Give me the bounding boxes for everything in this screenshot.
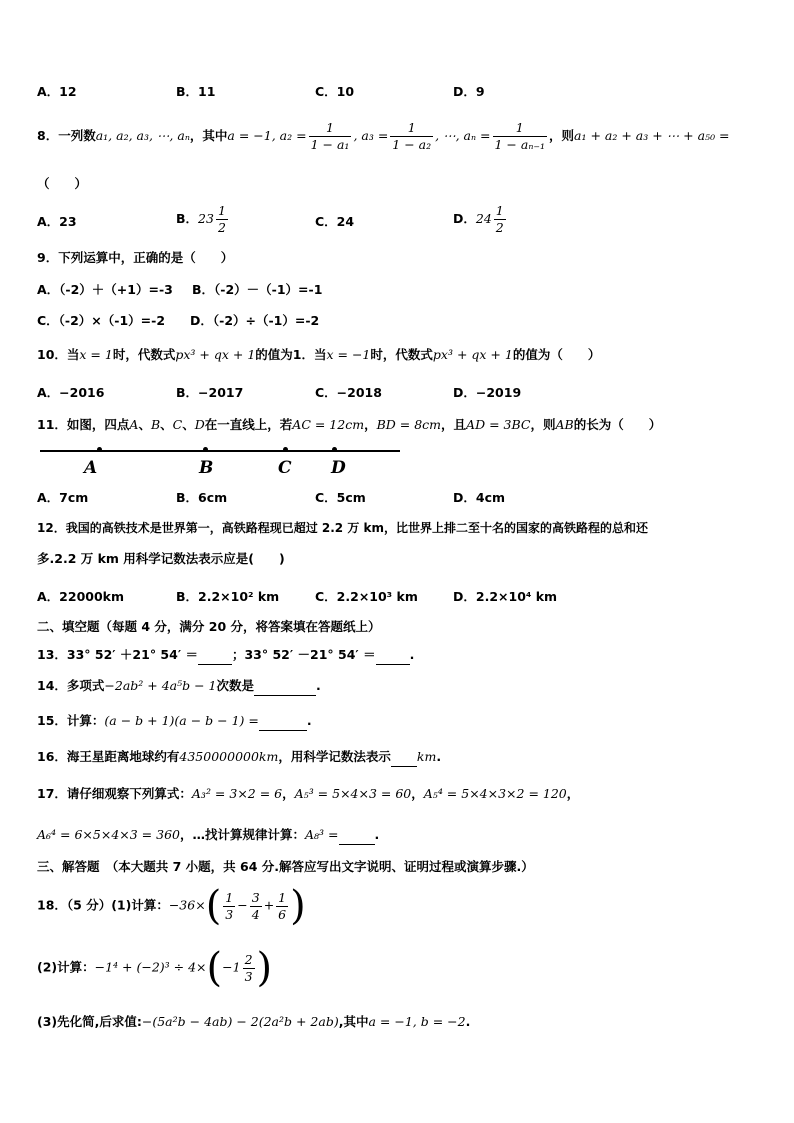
q12-stem-line1: 12．我国的高铁技术是世界第一，高铁路程现已超过 2.2 万 km，比世界上排二至十名的国家的高铁路程的总和还 [37, 521, 648, 535]
q8-option-a[interactable]: A．23 [37, 214, 77, 229]
q18-part3: (3)先化简,后求值:−(5a²b − 4ab) − 2(2a²b + 2ab),其中a = −1, b = −2. [37, 1014, 471, 1029]
q16-stem: 16．海王星距离地球约有4350000000km，用科学记数法表示 km. [37, 748, 441, 767]
q17-stem-line1: 17．请仔细观察下列算式：A₃² = 3×2 = 6，A₅³ = 5×4×3 = 60，A₅⁴ = 5×4×3×2 = 120， [37, 786, 580, 801]
q13-blank-2[interactable] [376, 646, 410, 665]
q12-option-c[interactable]: C．2.2×10³ km [315, 589, 418, 604]
number-line [40, 450, 400, 452]
q10-option-a[interactable]: A．−2016 [37, 385, 105, 400]
q9-stem: 9．下列运算中，正确的是（ ） [37, 250, 234, 265]
point-d-label: D [331, 458, 346, 478]
point-c-label: C [278, 458, 292, 478]
q14-blank[interactable] [254, 677, 316, 696]
q12-option-a[interactable]: A．22000km [37, 589, 124, 604]
q10-option-c[interactable]: C．−2018 [315, 385, 382, 400]
q12-stem-line2: 多.2.2 万 km 用科学记数法表示应是( ) [37, 551, 285, 566]
q9-option-d[interactable]: D．（-2）÷（-1）=-2 [190, 313, 320, 328]
section-3-heading: 三、解答题 （本大题共 7 小题，共 64 分.解答应写出文字说明、证明过程或演算步骤.） [37, 859, 534, 874]
q9-option-a[interactable]: A．（-2）＋（+1）=-3 [37, 282, 173, 297]
q7-option-c[interactable]: C．10 [315, 84, 355, 99]
q17-blank[interactable] [339, 826, 375, 845]
q13-stem: 13．33° 52′ ＋21° 54′ ＝ ；33° 52′ －21° 54′ ＝ . [37, 646, 414, 665]
q9-option-b[interactable]: B．（-2）－（-1）=-1 [192, 282, 323, 297]
q8-paren: （ ） [37, 176, 88, 191]
point-a-label: A [84, 458, 98, 478]
q10-option-d[interactable]: D．−2019 [453, 385, 522, 400]
q10-stem: 10．当x = 1时，代数式px³ + qx + 1的值为1．当x = −1时，代数式px³ + qx + 1的值为（ ） [37, 347, 601, 362]
q12-option-b[interactable]: B．2.2×10² km [176, 589, 280, 604]
q11-option-c[interactable]: C．5cm [315, 490, 366, 505]
point-b-dot [203, 447, 208, 452]
q8-option-b[interactable]: B．23 $\frac{1}{2}$ [176, 203, 226, 235]
q9-option-c[interactable]: C．（-2）×（-1）=-2 [37, 313, 166, 328]
q11-option-d[interactable]: D．4cm [453, 490, 506, 505]
q14-stem: 14．多项式−2ab² + 4a⁵b − 1次数是 . [37, 677, 321, 696]
q18-part1: 18．（5 分）(1)计算：−36×( $\frac{1}{3}$ − $\frac{3}{4}$ + $\frac{1}{6}$ ) [37, 883, 306, 929]
q15-stem: 15．计算：(a − b + 1)(a − b − 1) = . [37, 712, 312, 731]
q15-blank[interactable] [259, 712, 307, 731]
q10-option-b[interactable]: B．−2017 [176, 385, 244, 400]
q8-stem: 8．一列数a₁, a₂, a₃, ⋯, aₙ，其中a = −1, a₂ = $\frac{1}{\text{1 − a₁}}$ , a₃ = $\frac{1}{\text{1 − a₂}}$ , ⋯, aₙ = $\frac{1}{\text{1 − aₙ₋₁}}$ ，则a₁ + a₂ + a₃ + ⋯ + a₅₀ = [37, 120, 730, 152]
point-c-dot [283, 447, 288, 452]
q16-blank[interactable] [391, 748, 417, 767]
q17-stem-line2: A₆⁴ = 6×5×4×3 = 360，…找计算规律计算：A₈³ = . [37, 826, 379, 845]
q8-option-d[interactable]: D．24 $\frac{1}{2}$ [453, 203, 504, 235]
q8-option-c[interactable]: C．24 [315, 214, 355, 229]
point-b-label: B [199, 458, 214, 478]
q11-option-a[interactable]: A．7cm [37, 490, 89, 505]
q18-part2: (2)计算：−1⁴ + (−2)³ ÷ 4×(−1 $\frac{2}{3}$ ) [37, 945, 273, 991]
q12-option-d[interactable]: D．2.2×10⁴ km [453, 589, 558, 604]
q7-option-b[interactable]: B．11 [176, 84, 216, 99]
q11-option-b[interactable]: B．6cm [176, 490, 228, 505]
q11-stem: 11．如图，四点A、B、C、D在一直线上，若AC = 12cm，BD = 8cm，且AD = 3BC，则AB的长为（ ） [37, 417, 662, 432]
q13-blank-1[interactable] [198, 646, 232, 665]
section-2-heading: 二、填空题（每题 4 分，满分 20 分，将答案填在答题纸上） [37, 619, 381, 634]
q7-option-d[interactable]: D．9 [453, 84, 485, 99]
q7-option-a[interactable]: A．12 [37, 84, 77, 99]
point-a-dot [97, 447, 102, 452]
point-d-dot [332, 447, 337, 452]
